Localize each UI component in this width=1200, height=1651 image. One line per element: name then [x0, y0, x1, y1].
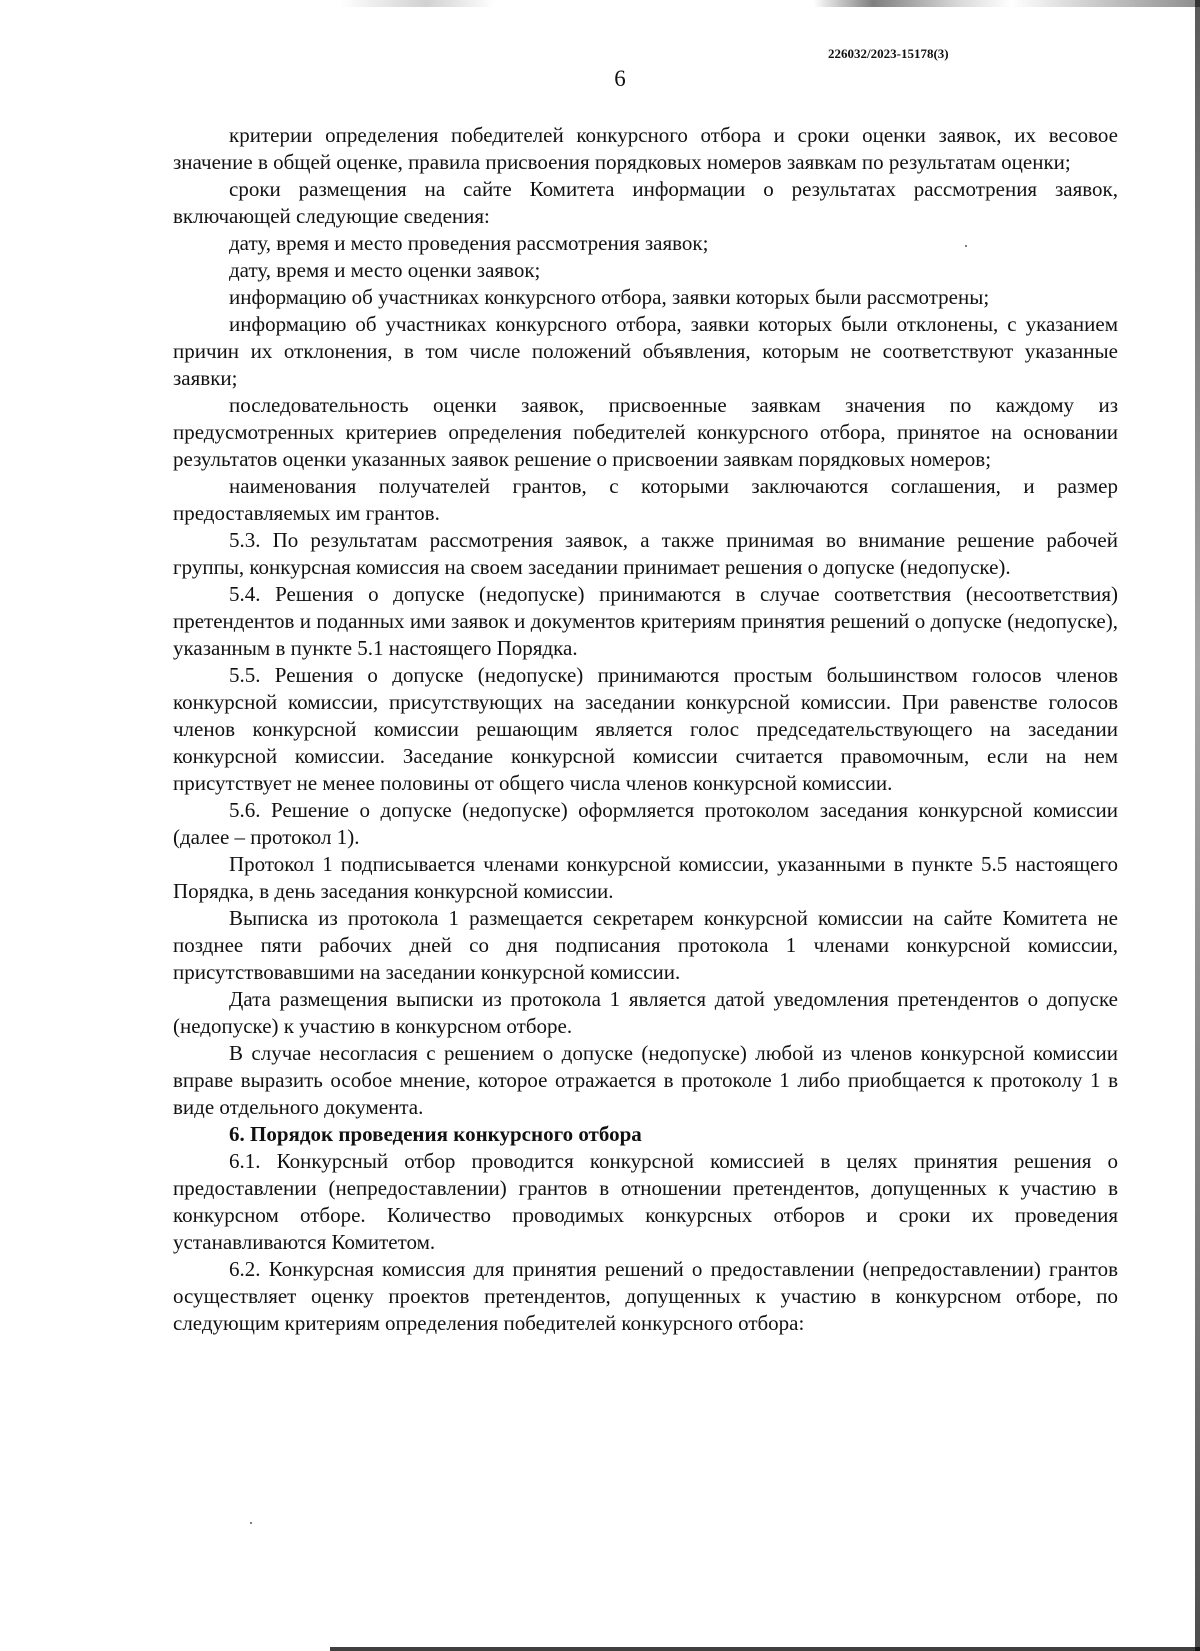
paragraph: информацию об участниках конкурсного отбора, заявки которых были рассмотрены; — [229, 285, 990, 309]
section-heading: 6. Порядок проведения конкурсного отбора — [229, 1122, 642, 1146]
scan-dot — [250, 1522, 252, 1524]
paragraph: дату, время и место проведения рассмотрения заявок; — [229, 231, 709, 255]
paragraph: последовательность оценки заявок, присвоенные заявкам значения по каждому из предусмотренных критериев определения победителей конкурсного отбора, принятое на основании результатов оценки указанных заявок решение о присвоении заявкам порядковых номеров; — [173, 393, 1118, 471]
paragraph: критерии определения победителей конкурсного отбора и сроки оценки заявок, их весовое значение в общей оценке, правила присвоения порядковых номеров заявкам по результатам оценки; — [173, 123, 1118, 174]
paragraph-5-5: 5.5. Решения о допуске (недопуске) принимаются простым большинством голосов членов конкурсной комиссии, присутствующих на заседании конкурсной комиссии. При равенстве голосов членов конкурсной комиссии решающим является голос председательствующего на заседании конкурсной комиссии. Заседание конкурсной комиссии считается правомочным, если на нем присутствует не менее половины от общего числа членов конкурсной комиссии. — [173, 663, 1118, 795]
scan-edge-right — [1195, 0, 1200, 1651]
page-number: 6 — [614, 66, 626, 91]
document-registration-number: 226032/2023-15178(3) — [828, 46, 949, 61]
scan-edge-bottom — [330, 1647, 1200, 1651]
paragraph-6-2: 6.2. Конкурсная комиссия для принятия решений о предоставлении (непредоставлении) грантов осуществляет оценку проектов претендентов, допущенных к участию в конкурсном отборе, по следующим критериям определения победителей конкурсного отбора: — [173, 1257, 1118, 1335]
scan-dot — [965, 245, 967, 247]
scan-edge-top — [340, 0, 1200, 7]
paragraph-6-1: 6.1. Конкурсный отбор проводится конкурсной комиссией в целях принятия решения о предоставлении (непредоставлении) грантов в отношении претендентов, допущенных к участию в конкурсном отборе. Количество проводимых конкурсных отборов и сроки их проведения устанавливаются Комитетом. — [173, 1149, 1118, 1254]
paragraph-5-4: 5.4. Решения о допуске (недопуске) принимаются в случае соответствия (несоответствия) претендентов и поданных ими заявок и документов критериям принятия решений о допуске (недопуске), указанным в пункте 5.1 настоящего Порядка. — [173, 582, 1118, 660]
paragraph: информацию об участниках конкурсного отбора, заявки которых были отклонены, с указанием причин их отклонения, в том числе положений объявления, которым не соответствуют указанные заявки; — [173, 312, 1118, 390]
document-body — [173, 122, 1118, 1337]
paragraph: дату, время и место оценки заявок; — [229, 258, 541, 282]
paragraph-5-6: 5.6. Решение о допуске (недопуске) оформляется протоколом заседания конкурсной комиссии (далее – протокол 1). — [173, 798, 1118, 849]
paragraph: наименования получателей грантов, с которыми заключаются соглашения, и размер предоставляемых им грантов. — [173, 474, 1118, 525]
paragraph: Выписка из протокола 1 размещается секретарем конкурсной комиссии на сайте Комитета не позднее пяти рабочих дней со дня подписания протокола 1 членами конкурсной комиссии, присутствовавшими на заседании конкурсной комиссии. — [173, 906, 1118, 984]
paragraph: сроки размещения на сайте Комитета информации о результатах рассмотрения заявок, включающей следующие сведения: — [173, 177, 1118, 228]
paragraph-5-3: 5.3. По результатам рассмотрения заявок, а также принимая во внимание решение рабочей группы, конкурсная комиссия на своем заседании принимает решения о допуске (недопуске). — [173, 528, 1118, 579]
paragraph: Протокол 1 подписывается членами конкурсной комиссии, указанными в пункте 5.5 настоящего Порядка, в день заседания конкурсной комиссии. — [173, 852, 1118, 903]
paragraph: В случае несогласия с решением о допуске (недопуске) любой из членов конкурсной комиссии вправе выразить особое мнение, которое отражается в протоколе 1 либо приобщается к протоколу 1 в виде отдельного документа. — [173, 1041, 1118, 1119]
paragraph: Дата размещения выписки из протокола 1 является датой уведомления претендентов о допуске (недопуске) к участию в конкурсном отборе. — [173, 987, 1118, 1038]
